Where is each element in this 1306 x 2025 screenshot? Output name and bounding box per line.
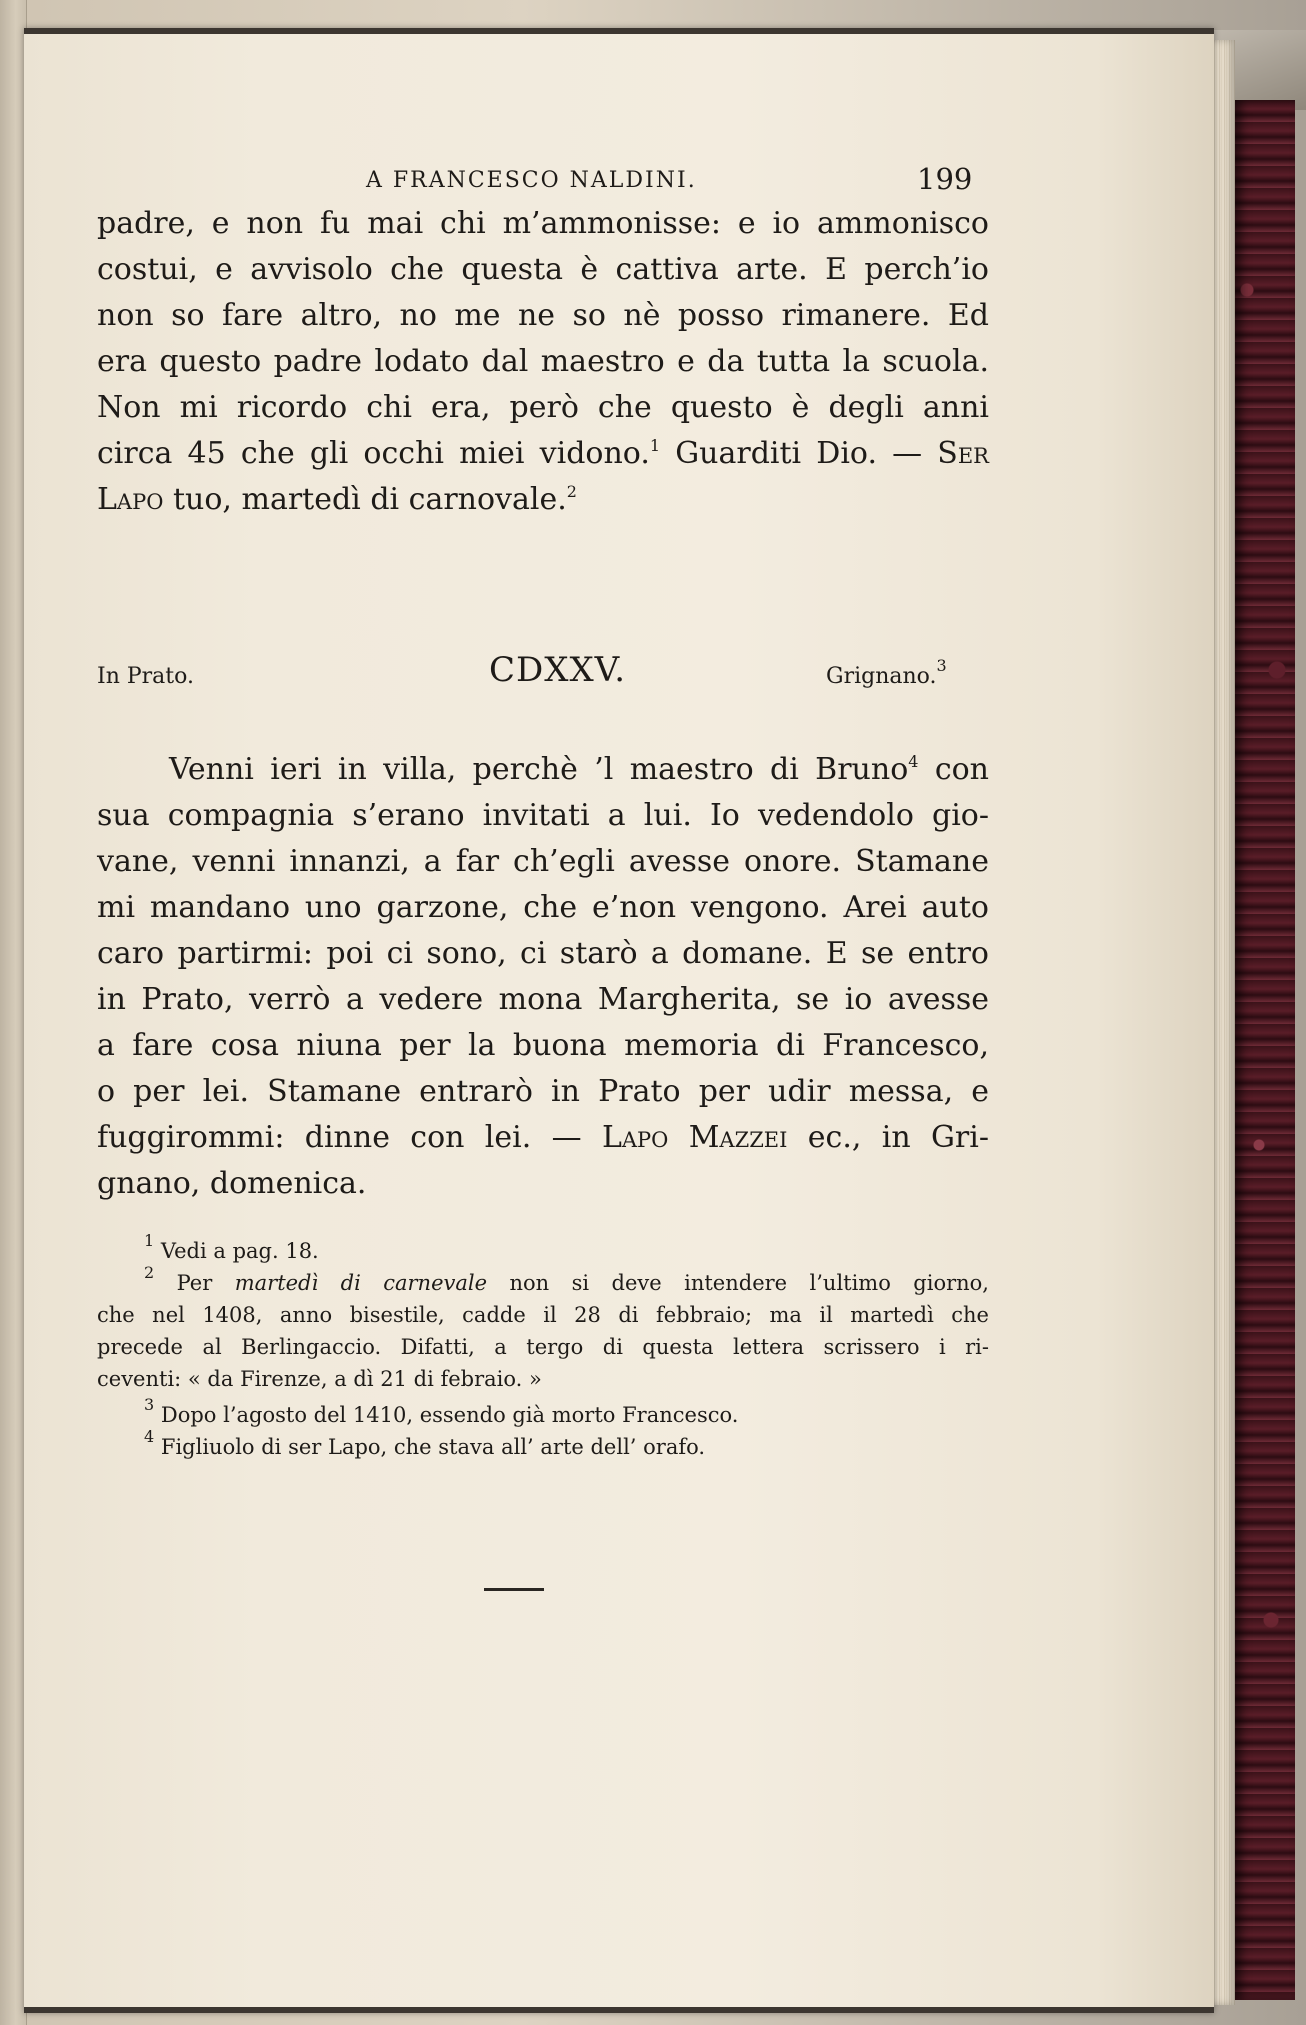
footnote-number: 2 xyxy=(144,1263,155,1282)
footnote-text: Figliuolo di ser Lapo, che stava all’ arte dell’ orafo. xyxy=(160,1435,706,1459)
text-line: non so fare altro, no me ne so nè posso rimanere. Ed xyxy=(97,298,989,333)
text-line: o per lei. Stamane entrarò in Prato per udir messa, e xyxy=(97,1074,989,1109)
footnote-number: 1 xyxy=(144,1231,155,1250)
footnote-line: ceventi: « da Firenze, a dì 21 di febraio. » xyxy=(97,1367,542,1391)
text-segment: Guarditi Dio. — xyxy=(675,436,938,471)
text-line: a fare cosa niuna per la buona memoria di Francesco, xyxy=(97,1028,989,1063)
letter-place-right xyxy=(826,656,947,689)
letter-place-left: In Prato. xyxy=(97,664,194,689)
footnote-line: precede al Berlingaccio. Difatti, a tergo di questa lettera scrissero i ri- xyxy=(97,1335,989,1359)
text-line: padre, e non fu mai chi m’ammonisse: e io ammonisco xyxy=(97,206,989,241)
text-line: gnano, domenica. xyxy=(97,1166,367,1201)
page-number: 199 xyxy=(917,162,973,196)
footnote-italic: martedì di carnevale xyxy=(234,1271,488,1295)
book-page xyxy=(24,28,1214,2013)
text-line: Non mi ricordo chi era, però che questo è degli anni xyxy=(97,390,989,425)
footnote-text: Dopo l’agosto del 1410, essendo già morto Francesco. xyxy=(160,1403,739,1427)
signature: Lapo xyxy=(97,482,164,517)
footnote xyxy=(144,1263,989,1298)
footnote-number: 3 xyxy=(144,1395,155,1414)
footnote-text: Per xyxy=(176,1271,213,1295)
text-segment: Grignano. xyxy=(826,664,937,689)
text-line: sua compagnia s’erano invitati a lui. Io vedendolo gio- xyxy=(97,798,989,833)
page-top-edge xyxy=(24,28,1214,34)
text-segment: Venni ieri in villa, perchè ’l maestro di Bruno xyxy=(169,752,909,787)
text-segment: circa 45 che gli occhi miei vidono. xyxy=(97,436,650,471)
text-line xyxy=(97,436,989,472)
end-rule xyxy=(484,1588,544,1591)
text-line: vane, venni innanzi, a far ch’egli avesse onore. Stamane xyxy=(97,844,989,879)
footnote-ref: 2 xyxy=(566,482,577,501)
text-line xyxy=(169,752,989,788)
previous-page-edge xyxy=(0,0,27,2025)
page-bottom-edge xyxy=(24,2007,1214,2013)
footnote-ref: 3 xyxy=(936,656,947,675)
running-head: A FRANCESCO NALDINI. xyxy=(366,168,697,193)
footnote-ref: 1 xyxy=(649,436,661,455)
letter-number: CDXXV. xyxy=(489,650,627,690)
text-segment: ec., in Gri- xyxy=(807,1120,990,1155)
footnote-number: 4 xyxy=(144,1427,155,1446)
footnote xyxy=(144,1427,989,1462)
text-line xyxy=(97,482,989,518)
footnote xyxy=(144,1395,989,1430)
text-line: in Prato, verrò a vedere mona Margherita, se io avesse xyxy=(97,982,989,1017)
footnote-ref: 4 xyxy=(908,752,919,771)
signature: Ser xyxy=(937,436,989,471)
text-line: costui, e avvisolo che questa è cattiva arte. E perch’io xyxy=(97,252,989,287)
footnote-text: non si deve intendere l’ultimo giorno, xyxy=(509,1271,989,1295)
text-line: mi mandano uno garzone, che e’non vengono. Arei auto xyxy=(97,890,989,925)
footnote-text: Vedi a pag. 18. xyxy=(160,1239,319,1263)
signature: Lapo Mazzei xyxy=(601,1120,788,1155)
text-line xyxy=(97,1120,989,1156)
text-line: caro partirmi: poi ci sono, ci starò a domane. E se entro xyxy=(97,936,989,971)
text-segment: fuggirommi: dinne con lei. — xyxy=(97,1120,602,1155)
footnote-line: che nel 1408, anno bisestile, cadde il 28 di febbraio; ma il martedì che xyxy=(97,1303,989,1327)
footnote xyxy=(144,1231,989,1266)
text-line: era questo padre lodato dal maestro e da tutta la scuola. xyxy=(97,344,989,379)
text-segment: tuo, martedì di carnovale. xyxy=(172,482,567,517)
text-segment: con xyxy=(934,752,989,787)
marbled-cover-board xyxy=(1235,100,1295,2000)
